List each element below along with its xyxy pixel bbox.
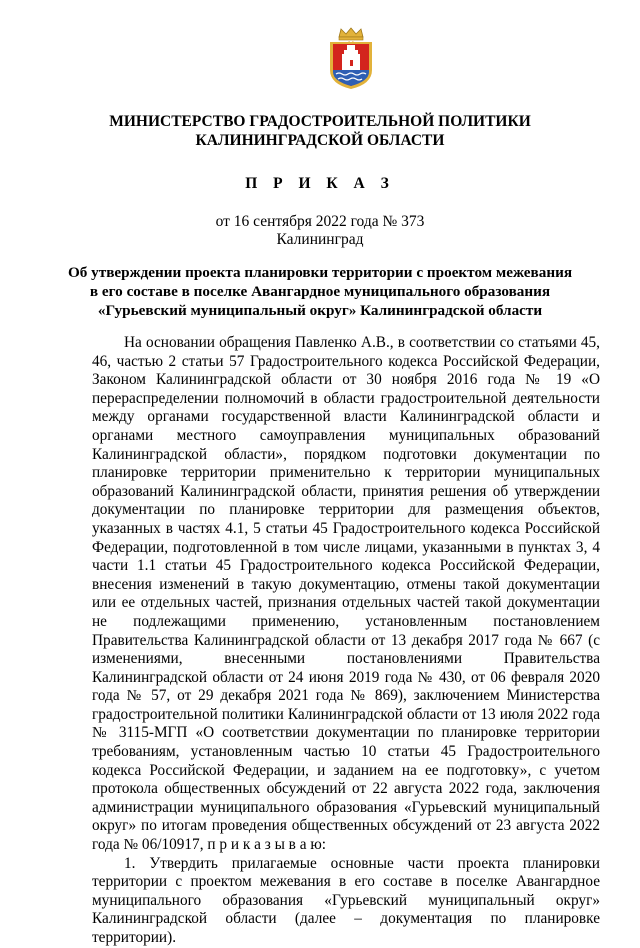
subject-line3: «Гурьевский муниципальный округ» Калининградской области [97,302,543,319]
body-text [92,334,600,948]
subject-line1: Об утверждении проекта планировки территории с проектом межевания [67,264,573,281]
body-paragraph-preamble: На основании обращения Павленко А.В., в соответствии со статьями 45, 46, частью 2 статьи 57 Градостроительного кодекса Российской Федерации, Законом Калининградской области от 30 ноября 2016 года № 19 «О перераспределении полномочий в области градостроительной деятельности между органами государственной власти Калининградской области и органами местного самоуправления муниципальных образований Калининградской области», порядком подготовки документации по планировке территории применительно к территории муниципальных образований Калининградской области, принятия решения об утверждении документации по планировке территории для размещения объектов, указанных в частях 4.1, 5 статьи 45 Градостроительного кодекса Российской Федерации, подготовленной в том числе лицами, указанными в пунктах 3, 4 части 1.1 статьи 45 Градостроительного кодекса Российской Федерации, внесения изменений в такую документацию, отмены такой документации или ее отдельных частей, признания отдельных частей такой документации не подлежащими применению, установленным постановлением Правительства Калининградской области от 13 декабря 2017 года № 667 (с изменениями, внесенными постановлениями Правительства Калининградской области от 24 июня 2019 года № 430, от 06 февраля 2020 года № 57, от 29 декабря 2021 года № 869), заключением Министерства градостроительной политики Калининградской области от 13 июля 2022 года № 3115-МГП «О соответствии документации по планировке территории требованиям, установленным частью 10 статьи 45 Градостроительного кодекса Российской Федерации, и заданием на ее подготовку», с учетом протокола общественных обсуждений от 22 августа 2022 года, заключения администрации муниципального образования «Гурьевский муниципальный округ» по итогам проведения общественных обсуждений от 23 августа 2022 года № 06/10917, п р и к а з ы в а ю: [92,334,600,854]
order-title: П Р И К А З [245,175,395,192]
kaliningrad-coat-of-arms-icon [326,26,376,90]
subject-line2: в его составе в поселке Авангардное муниципального образования [89,283,551,300]
body-paragraph-item-1: 1. Утвердить прилагаемые основные части проекта планировки территории с проектом межевания в его составе в поселке Авангардное муниципального образования «Гурьевский муниципальный округ» Калининградской области (далее – документация по планировке территории). [92,854,600,946]
ministry-name-line1: МИНИСТЕРСТВО ГРАДОСТРОИТЕЛЬНОЙ ПОЛИТИКИ [109,113,531,130]
order-city: Калининград [276,231,364,248]
ministry-name-line2: КАЛИНИНГРАДСКОЙ ОБЛАСТИ [195,132,445,149]
order-date-line: от 16 сентября 2022 года № 373 [215,213,425,230]
